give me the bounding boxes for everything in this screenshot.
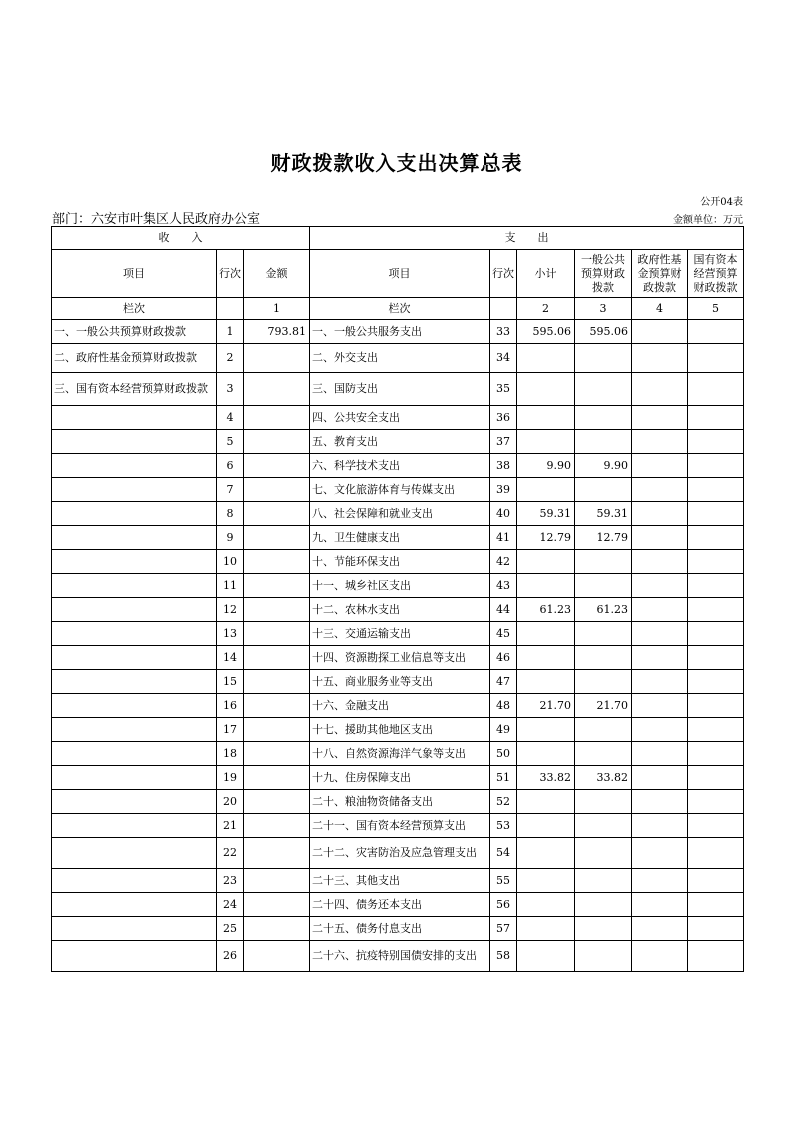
general-budget-value — [575, 478, 632, 502]
table-row — [52, 344, 744, 373]
state-capital-value — [688, 622, 744, 646]
general-budget-value — [575, 646, 632, 670]
income-item — [52, 646, 217, 670]
subtotal-value — [517, 814, 575, 838]
income-amount — [244, 550, 310, 574]
income-amount — [244, 814, 310, 838]
income-amount — [244, 893, 310, 917]
general-budget-value: 9.90 — [575, 454, 632, 478]
state-capital-value — [688, 646, 744, 670]
state-capital-header: 国有资本经营预算财政拨款 — [688, 250, 744, 298]
table-row — [52, 718, 744, 742]
state-capital-value — [688, 406, 744, 430]
table-row — [52, 478, 744, 502]
expense-row-no: 45 — [490, 622, 517, 646]
expense-row-no: 43 — [490, 574, 517, 598]
income-row-no: 5 — [217, 430, 244, 454]
subtotal-value — [517, 622, 575, 646]
subtotal-value — [517, 406, 575, 430]
column-index-5: 5 — [688, 298, 744, 320]
general-budget-value — [575, 622, 632, 646]
state-capital-value — [688, 917, 744, 941]
income-item — [52, 838, 217, 869]
income-row-no: 25 — [217, 917, 244, 941]
expense-item: 十七、援助其他地区支出 — [310, 718, 490, 742]
gov-fund-value — [632, 766, 688, 790]
expense-item: 二十三、其他支出 — [310, 869, 490, 893]
expense-row-no: 56 — [490, 893, 517, 917]
income-row-no: 2 — [217, 344, 244, 373]
expense-item: 十一、城乡社区支出 — [310, 574, 490, 598]
state-capital-value — [688, 478, 744, 502]
expense-row-no: 37 — [490, 430, 517, 454]
fiscal-appropriation-table — [51, 226, 744, 972]
general-budget-value — [575, 344, 632, 373]
general-budget-value — [575, 838, 632, 869]
expense-item: 二、外交支出 — [310, 344, 490, 373]
subtotal-value — [517, 742, 575, 766]
table-row — [52, 694, 744, 718]
column-index-4: 4 — [632, 298, 688, 320]
expense-item: 六、科学技术支出 — [310, 454, 490, 478]
expense-header: 支 出 — [310, 227, 744, 250]
general-budget-value — [575, 893, 632, 917]
column-index-1: 1 — [244, 298, 310, 320]
income-amount — [244, 766, 310, 790]
income-item-header: 项目 — [52, 250, 217, 298]
department-label: 部门：六安市叶集区人民政府办公室 — [52, 212, 261, 227]
general-budget-value: 12.79 — [575, 526, 632, 550]
income-row-no: 16 — [217, 694, 244, 718]
table-row — [52, 454, 744, 478]
income-item — [52, 430, 217, 454]
gov-fund-value — [632, 622, 688, 646]
subtotal-value — [517, 478, 575, 502]
income-amount — [244, 430, 310, 454]
gov-fund-value — [632, 917, 688, 941]
subtotal-value: 61.23 — [517, 598, 575, 622]
expense-item: 二十四、债务还本支出 — [310, 893, 490, 917]
state-capital-value — [688, 670, 744, 694]
table-row — [52, 598, 744, 622]
gov-fund-value — [632, 742, 688, 766]
expense-item: 十八、自然资源海洋气象等支出 — [310, 742, 490, 766]
expense-item: 十、节能环保支出 — [310, 550, 490, 574]
expense-item: 二十五、债务付息支出 — [310, 917, 490, 941]
table-row — [52, 838, 744, 869]
gov-fund-value — [632, 869, 688, 893]
income-amount — [244, 646, 310, 670]
income-row-no: 4 — [217, 406, 244, 430]
income-item — [52, 718, 217, 742]
subtotal-header: 小计 — [517, 250, 575, 298]
subtotal-value — [517, 646, 575, 670]
column-index-3: 3 — [575, 298, 632, 320]
income-amount — [244, 344, 310, 373]
general-budget-value — [575, 406, 632, 430]
general-budget-value — [575, 941, 632, 972]
subtotal-value: 59.31 — [517, 502, 575, 526]
expense-row-no: 38 — [490, 454, 517, 478]
expense-item: 二十、粮油物资储备支出 — [310, 790, 490, 814]
expense-item-header: 项目 — [310, 250, 490, 298]
subtotal-value — [517, 344, 575, 373]
state-capital-value — [688, 598, 744, 622]
state-capital-value — [688, 430, 744, 454]
income-amount: 793.81 — [244, 320, 310, 344]
gov-fund-value — [632, 406, 688, 430]
expense-row-no: 34 — [490, 344, 517, 373]
income-item — [52, 814, 217, 838]
expense-row-no: 50 — [490, 742, 517, 766]
expense-row-no: 33 — [490, 320, 517, 344]
income-row-no: 24 — [217, 893, 244, 917]
subtotal-value — [517, 574, 575, 598]
expense-row-no: 49 — [490, 718, 517, 742]
income-amount — [244, 373, 310, 406]
table-row — [52, 869, 744, 893]
expense-row-no: 35 — [490, 373, 517, 406]
expense-row-no: 48 — [490, 694, 517, 718]
general-budget-value: 61.23 — [575, 598, 632, 622]
income-amount — [244, 598, 310, 622]
column-index-blank — [217, 298, 244, 320]
state-capital-value — [688, 790, 744, 814]
state-capital-value — [688, 694, 744, 718]
state-capital-value — [688, 893, 744, 917]
expense-row-no: 57 — [490, 917, 517, 941]
state-capital-value — [688, 869, 744, 893]
gov-fund-value — [632, 502, 688, 526]
income-amount — [244, 622, 310, 646]
expense-row-no: 44 — [490, 598, 517, 622]
general-budget-value — [575, 373, 632, 406]
expense-row-no: 47 — [490, 670, 517, 694]
state-capital-value — [688, 526, 744, 550]
expense-item: 三、国防支出 — [310, 373, 490, 406]
income-item — [52, 917, 217, 941]
column-index-label: 栏次 — [310, 298, 490, 320]
gov-fund-value — [632, 694, 688, 718]
subtotal-value — [517, 869, 575, 893]
income-row-no: 21 — [217, 814, 244, 838]
income-amount — [244, 742, 310, 766]
income-amount — [244, 406, 310, 430]
expense-item: 十三、交通运输支出 — [310, 622, 490, 646]
income-amount — [244, 718, 310, 742]
expense-row-no: 36 — [490, 406, 517, 430]
income-item — [52, 502, 217, 526]
income-row-no: 14 — [217, 646, 244, 670]
subtotal-value: 595.06 — [517, 320, 575, 344]
expense-item: 五、教育支出 — [310, 430, 490, 454]
expense-item: 二十二、灾害防治及应急管理支出 — [310, 838, 490, 869]
expense-item: 十二、农林水支出 — [310, 598, 490, 622]
income-row-no: 7 — [217, 478, 244, 502]
gov-fund-value — [632, 718, 688, 742]
table-row — [52, 502, 744, 526]
expense-item: 四、公共安全支出 — [310, 406, 490, 430]
income-amount — [244, 838, 310, 869]
table-row — [52, 670, 744, 694]
income-item — [52, 454, 217, 478]
state-capital-value — [688, 941, 744, 972]
expense-item: 二十一、国有资本经营预算支出 — [310, 814, 490, 838]
page-title: 财政拨款收入支出决算总表 — [270, 151, 523, 175]
expense-item: 二十六、抗疫特别国债安排的支出 — [310, 941, 490, 972]
gov-fund-value — [632, 320, 688, 344]
income-item — [52, 766, 217, 790]
gov-fund-value — [632, 454, 688, 478]
income-row-no: 15 — [217, 670, 244, 694]
subtotal-value — [517, 790, 575, 814]
subtotal-value — [517, 893, 575, 917]
subtotal-value — [517, 373, 575, 406]
expense-row-no-header: 行次 — [490, 250, 517, 298]
table-row — [52, 893, 744, 917]
gov-fund-value — [632, 838, 688, 869]
expense-item: 十五、商业服务业等支出 — [310, 670, 490, 694]
expense-item: 八、社会保障和就业支出 — [310, 502, 490, 526]
subtotal-value — [517, 430, 575, 454]
income-item: 一、一般公共预算财政拨款 — [52, 320, 217, 344]
income-row-no: 10 — [217, 550, 244, 574]
income-item — [52, 790, 217, 814]
income-item — [52, 670, 217, 694]
general-budget-value — [575, 917, 632, 941]
table-row — [52, 373, 744, 406]
income-row-no: 18 — [217, 742, 244, 766]
income-amount — [244, 869, 310, 893]
expense-row-no: 46 — [490, 646, 517, 670]
column-index-label: 栏次 — [52, 298, 217, 320]
general-budget-value — [575, 550, 632, 574]
income-amount — [244, 694, 310, 718]
income-row-no: 1 — [217, 320, 244, 344]
table-row — [52, 814, 744, 838]
state-capital-value — [688, 718, 744, 742]
general-budget-value — [575, 790, 632, 814]
table-row — [52, 790, 744, 814]
income-amount — [244, 454, 310, 478]
table-row — [52, 917, 744, 941]
state-capital-value — [688, 344, 744, 373]
subtotal-value — [517, 718, 575, 742]
subtotal-value: 33.82 — [517, 766, 575, 790]
table-row — [52, 550, 744, 574]
subtotal-value — [517, 670, 575, 694]
state-capital-value — [688, 838, 744, 869]
state-capital-value — [688, 454, 744, 478]
state-capital-value — [688, 502, 744, 526]
table-row — [52, 766, 744, 790]
income-row-no: 11 — [217, 574, 244, 598]
expense-row-no: 39 — [490, 478, 517, 502]
state-capital-value — [688, 766, 744, 790]
income-row-no: 9 — [217, 526, 244, 550]
expense-item: 九、卫生健康支出 — [310, 526, 490, 550]
income-item — [52, 574, 217, 598]
general-budget-value: 59.31 — [575, 502, 632, 526]
state-capital-value — [688, 550, 744, 574]
general-budget-value — [575, 742, 632, 766]
income-row-no: 6 — [217, 454, 244, 478]
general-budget-value — [575, 718, 632, 742]
general-budget-value — [575, 574, 632, 598]
income-amount — [244, 526, 310, 550]
column-index-2: 2 — [517, 298, 575, 320]
income-amount — [244, 790, 310, 814]
income-item — [52, 941, 217, 972]
gov-fund-header: 政府性基金预算财政拨款 — [632, 250, 688, 298]
general-budget-value: 595.06 — [575, 320, 632, 344]
income-item — [52, 742, 217, 766]
expense-row-no: 42 — [490, 550, 517, 574]
income-row-no: 20 — [217, 790, 244, 814]
income-row-no: 13 — [217, 622, 244, 646]
income-amount — [244, 670, 310, 694]
expense-row-no: 53 — [490, 814, 517, 838]
expense-row-no: 58 — [490, 941, 517, 972]
income-row-no: 8 — [217, 502, 244, 526]
subtotal-value: 12.79 — [517, 526, 575, 550]
general-budget-value: 33.82 — [575, 766, 632, 790]
income-row-no: 26 — [217, 941, 244, 972]
subtotal-value — [517, 838, 575, 869]
expense-row-no: 54 — [490, 838, 517, 869]
general-budget-value — [575, 814, 632, 838]
gov-fund-value — [632, 646, 688, 670]
income-amount — [244, 941, 310, 972]
subtotal-value — [517, 941, 575, 972]
gov-fund-value — [632, 344, 688, 373]
expense-item: 十六、金融支出 — [310, 694, 490, 718]
gov-fund-value — [632, 574, 688, 598]
income-item — [52, 550, 217, 574]
gov-fund-value — [632, 790, 688, 814]
income-item — [52, 478, 217, 502]
income-row-no: 23 — [217, 869, 244, 893]
expense-row-no: 52 — [490, 790, 517, 814]
income-row-no: 19 — [217, 766, 244, 790]
income-item: 三、国有资本经营预算财政拨款 — [52, 373, 217, 406]
gov-fund-value — [632, 550, 688, 574]
gov-fund-value — [632, 373, 688, 406]
income-item — [52, 893, 217, 917]
general-budget-header: 一般公共预算财政拨款 — [575, 250, 632, 298]
table-row — [52, 646, 744, 670]
expense-row-no: 55 — [490, 869, 517, 893]
expense-row-no: 51 — [490, 766, 517, 790]
income-row-no-header: 行次 — [217, 250, 244, 298]
expense-item: 一、一般公共服务支出 — [310, 320, 490, 344]
gov-fund-value — [632, 814, 688, 838]
income-row-no: 12 — [217, 598, 244, 622]
expense-row-no: 40 — [490, 502, 517, 526]
table-row — [52, 430, 744, 454]
income-item — [52, 694, 217, 718]
income-item: 二、政府性基金预算财政拨款 — [52, 344, 217, 373]
unit-label: 金额单位：万元 — [673, 215, 743, 226]
column-index-blank — [490, 298, 517, 320]
table-row — [52, 320, 744, 344]
income-row-no: 17 — [217, 718, 244, 742]
gov-fund-value — [632, 941, 688, 972]
income-item — [52, 869, 217, 893]
expense-item: 十九、住房保障支出 — [310, 766, 490, 790]
expense-item: 七、文化旅游体育与传媒支出 — [310, 478, 490, 502]
state-capital-value — [688, 742, 744, 766]
state-capital-value — [688, 574, 744, 598]
expense-row-no: 41 — [490, 526, 517, 550]
table-row — [52, 742, 744, 766]
state-capital-value — [688, 814, 744, 838]
subtotal-value — [517, 917, 575, 941]
general-budget-value — [575, 430, 632, 454]
table-row — [52, 526, 744, 550]
table-row — [52, 941, 744, 972]
gov-fund-value — [632, 430, 688, 454]
income-item — [52, 526, 217, 550]
income-item — [52, 406, 217, 430]
gov-fund-value — [632, 670, 688, 694]
general-budget-value — [575, 869, 632, 893]
form-code: 公开04表 — [700, 197, 743, 208]
state-capital-value — [688, 373, 744, 406]
income-amount — [244, 502, 310, 526]
income-amount — [244, 574, 310, 598]
table-row — [52, 406, 744, 430]
income-row-no: 22 — [217, 838, 244, 869]
general-budget-value — [575, 670, 632, 694]
general-budget-value: 21.70 — [575, 694, 632, 718]
income-amount — [244, 917, 310, 941]
income-item — [52, 598, 217, 622]
income-amount-header: 金额 — [244, 250, 310, 298]
gov-fund-value — [632, 526, 688, 550]
income-header: 收 入 — [52, 227, 310, 250]
state-capital-value — [688, 320, 744, 344]
gov-fund-value — [632, 598, 688, 622]
subtotal-value: 9.90 — [517, 454, 575, 478]
table-row — [52, 574, 744, 598]
table-row — [52, 622, 744, 646]
income-amount — [244, 478, 310, 502]
income-row-no: 3 — [217, 373, 244, 406]
subtotal-value: 21.70 — [517, 694, 575, 718]
expense-item: 十四、资源勘探工业信息等支出 — [310, 646, 490, 670]
income-item — [52, 622, 217, 646]
gov-fund-value — [632, 478, 688, 502]
subtotal-value — [517, 550, 575, 574]
gov-fund-value — [632, 893, 688, 917]
